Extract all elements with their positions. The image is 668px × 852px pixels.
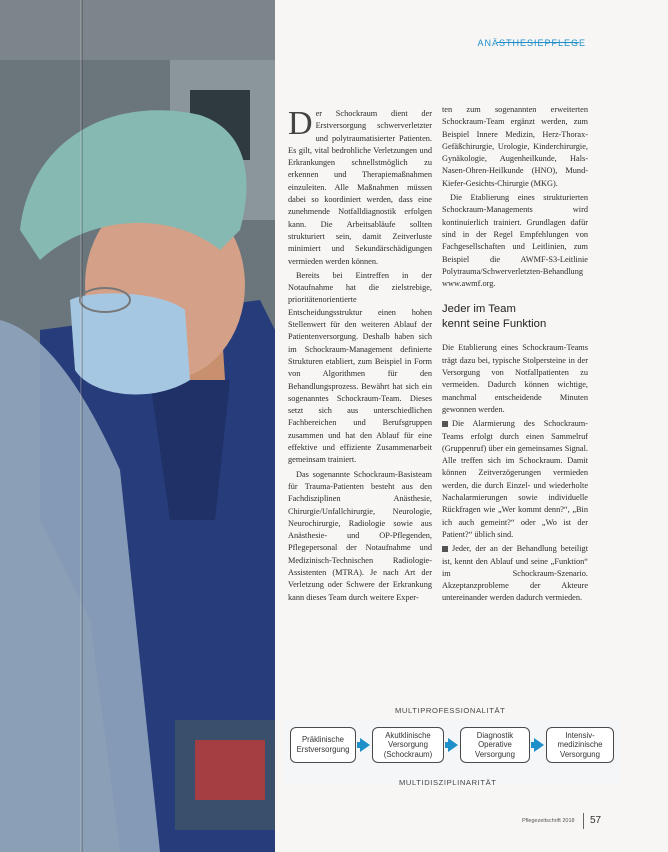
box-line: Operative (478, 740, 512, 750)
bullet-square-icon (442, 421, 448, 427)
process-box-intensive-care (546, 727, 614, 763)
bullet-square-icon (442, 546, 448, 552)
page-number: 57 (590, 815, 602, 826)
section-tag: ANÄSTHESIEPFLEGE (477, 38, 586, 48)
paragraph-text: Die Alarmierung des Schockraum-Teams erfolgt durch einen Sammelruf (Gruppenruf) über ein gemeinsames Signal. Alle treffen sich im Schockraum. Damit können Zeitverzögerungen vermieden werden, die durch Einzel- und wiederholte Nachalarmierungen sowie individuelle Rückfragen wie „Wer kommt denn?“, „Bin ich auch gemeint?“ oder „Wo ist der Patient?“ üblich sind. (442, 419, 588, 539)
paragraph-text: Jeder, der an der Behandlung beteiligt ist, kennt den Ablauf und seine „Funktion“ im Schockraum-Szenario. Akzeptanzprobleme der Akteure untereinander werden dadurch vermieden. (442, 544, 588, 603)
paragraph: Das sogenannte Schockraum-Basisteam für Trauma-Patienten besteht aus den Fachdisziplinen Anästhesie, Chirurgie/Unfallchirurgie, Neurologie, Neurochirurgie, Radiologie sowie aus Anästhesie- und OP-Pflegenden, Pflegepersonal der Notaufnahme und Medizinisch-Technischen Radiologie-Assistenten (MTRA). Je nach Art der Verletzung oder Schwere der Erkrankung kann dieses Team durch weitere Exper- (288, 469, 432, 602)
arrow-right-icon (448, 738, 458, 752)
box-line: Erstversorgung (296, 745, 350, 754)
footer-divider (583, 813, 584, 829)
box-line: Versorgung (475, 749, 515, 759)
box-line: Versorgung (560, 749, 600, 759)
article-column-2 (442, 104, 588, 607)
diagram-top-label: MULTIPROFESSIONALITÄT (395, 706, 506, 715)
paragraph: ten zum sogenannten erweiterten Schockraum-Team ergänzt werden, zum Beispiel Innere Medizin, Herz-Thorax-Gefäßchirurgie, Urologie, Kinderchirurgie, Gynäkologie, Augenheilkunde, Hals-Nasen-Ohren-Heilkunde (HNO), Mund-Kiefer-Gesichts-Chirurgie (MKG). (442, 105, 588, 188)
paragraph: Die Etablierung eines strukturierten Schockraum-Managements wird kontinuierlich trainiert. Grundlagen dafür sind in der Regel Empfehlungen von Fachgesellschaften und Leitlinien, zum Beispiel die AWMF-S3-Leitlinie Polytrauma/Schwerverletzten-Behandlung www.awmf.org. (442, 193, 588, 289)
surgeon-photo (0, 0, 275, 852)
box-line: Präklinische (301, 735, 345, 745)
photo-illustration (0, 0, 275, 852)
paragraph (288, 105, 432, 268)
diagram-bottom-label: MULTIDISZIPLINARITÄT (399, 778, 497, 787)
subheading (442, 302, 588, 332)
page-fold (80, 0, 83, 852)
dropcap: D (288, 105, 313, 142)
box-line: Akutklinische (385, 730, 431, 740)
box-line: medizinische (557, 740, 603, 750)
process-box-prehospital (290, 727, 356, 763)
process-box-diagnostics (460, 727, 530, 763)
box-line: (Schockraum) (383, 749, 433, 759)
paragraph: Bereits bei Eintreffen in der Notaufnahme hat die zielstrebige, prioritätenorientierte Entscheidungsstruktur einen hohen Stellenwert für den weiteren Ablauf der Patientenversorgung. Deshalb haben sich im Schockraum-Management definierte Strukturen etabliert, zum Beispiel in Form von Algorithmen für den Behandlungsprozess. Bewährt hat sich ein sogenanntes Schockraum-Team. Dieses setzt sich aus unterschiedlichen Fachbereichen und Berufsgruppen zusammen und hat den Ablauf für eine effektive und effiziente Zusammenarbeit gemeinsam trainiert. (288, 270, 432, 465)
paragraph: Die Etablierung eines Schockraum-Teams trägt dazu bei, typische Stolpersteine in der Versorgung von Notfallpatienten zu vermeiden. Dadurch können wichtige, manchmal entscheidende Minuten gewonnen werden. (442, 343, 588, 414)
box-line: Versorgung (388, 740, 428, 750)
box-line: Intensiv- (565, 730, 595, 740)
subheading-line-2: kennt seine Funktion (442, 318, 547, 331)
process-box-emergency-room (372, 727, 444, 763)
box-line: Diagnostik (476, 730, 514, 740)
arrow-right-icon (534, 738, 544, 752)
arrow-right-icon (360, 738, 370, 752)
article-column-1 (288, 105, 432, 606)
subheading-line-1: Jeder im Team (442, 303, 516, 316)
paragraph-text: er Schockraum dient der Erstversorgung schwerverletzter und polytraumatisierter Patienten. Es gilt, vital bedrohliche Verletzungen und Erkrankungen schnellstmöglich zu erkennen und Therapiemaßnahmen einzuleiten. Alle Maßnahmen müssen dabei so koordiniert werden, dass eine zunehmende Notfalldiagnostik erfolgen kann. Die Arbeitsabläufe sollten strukturiert sein, damit Zeitverluste minimiert und Sekundärschädigungen vermieden werden können. (288, 109, 432, 266)
paragraph (442, 543, 588, 604)
paragraph (442, 418, 588, 541)
journal-footer: Pflegezeitschrift 2018 (522, 818, 575, 824)
